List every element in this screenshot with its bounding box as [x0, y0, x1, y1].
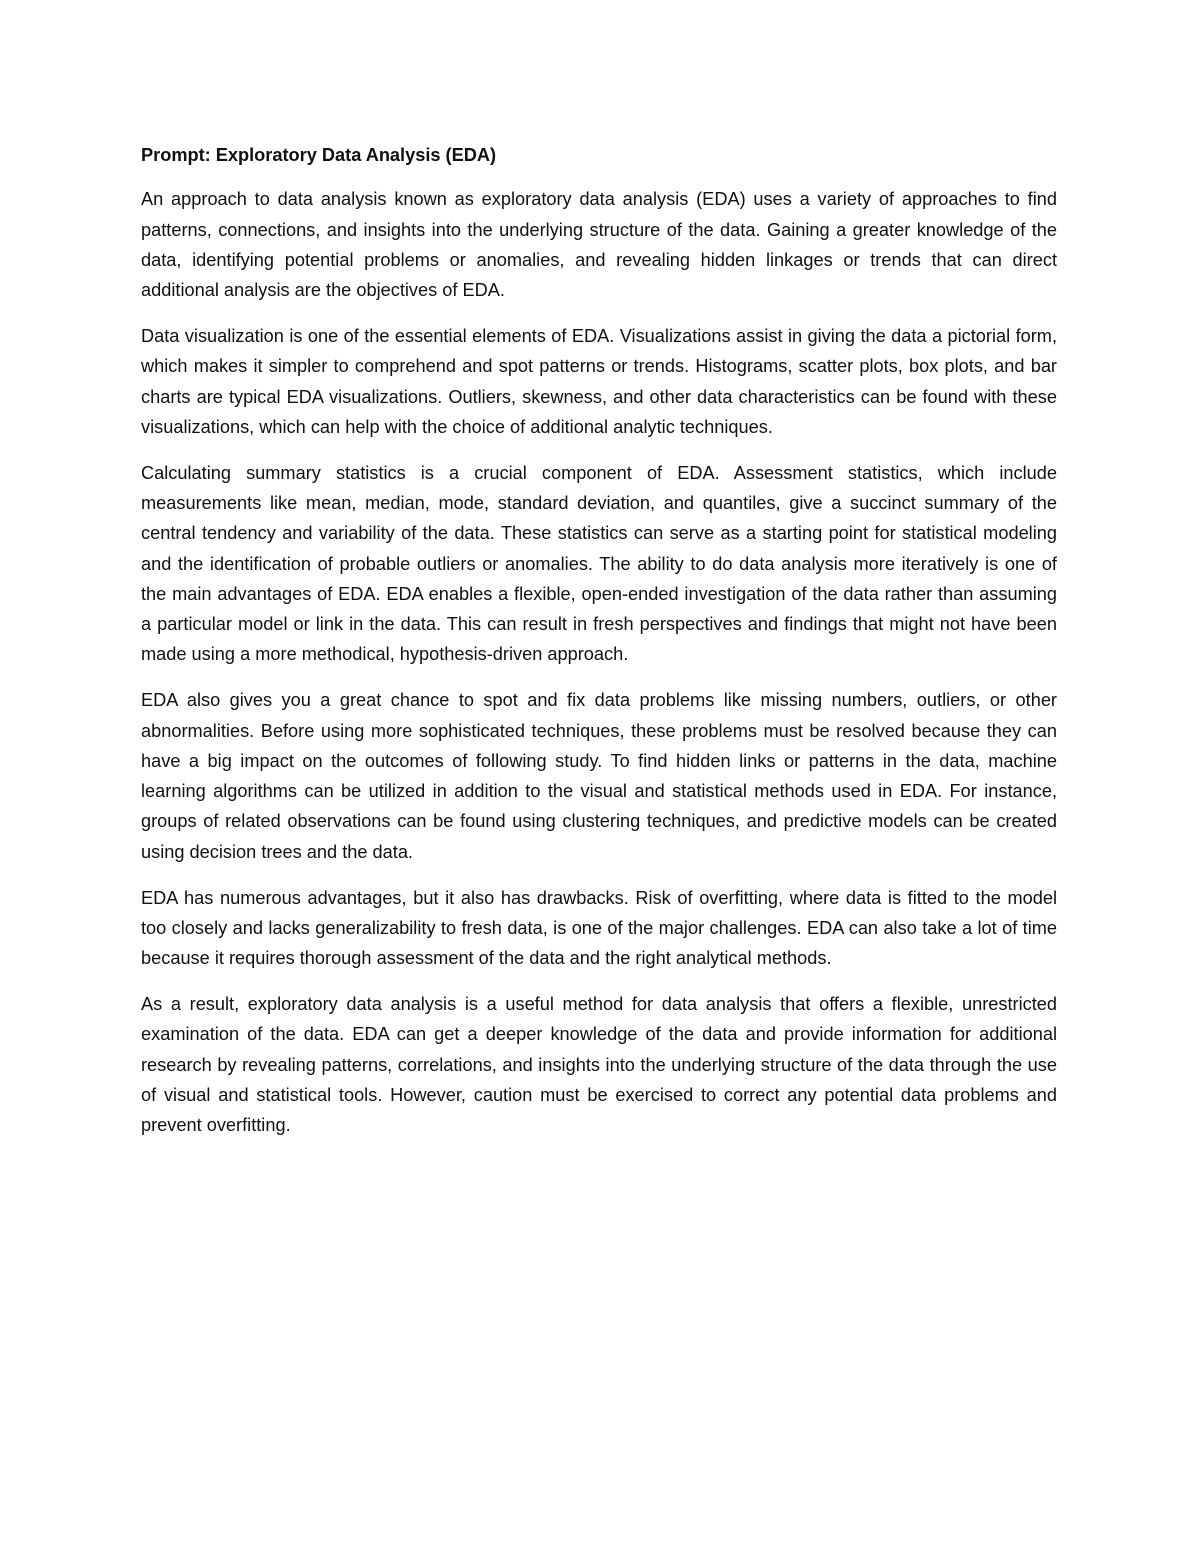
paragraph-conclusion: As a result, exploratory data analysis is a useful method for data analysis that offers a flexible, unrestricted examination of the data. EDA can get a deeper knowledge of the data and provide information for additional research by revealing patterns, correlations, and insights into the underlying structure of the data through the use of visual and statistical tools. However, caution must be exercised to correct any potential data problems and prevent overfitting.	[141, 993, 1057, 1136]
paragraph-visualization: Data visualization is one of the essential elements of EDA. Visualizations assist in giving the data a pictorial form, which makes it simpler to comprehend and spot patterns or trends. Histograms, scatter plots, box plots, and bar charts are typical EDA visualizations. Outliers, skewness, and other data characteristics can be found with these visualizations, which can help with the choice of additional analytic techniques.	[141, 325, 1057, 437]
document-body	[141, 140, 1057, 1156]
paragraph-data-problems: EDA also gives you a great chance to spot and fix data problems like missing numbers, outliers, or other abnormalities. Before using more sophisticated techniques, these problems must be resolved because they can have a big impact on the outcomes of following study. To find hidden links or patterns in the data, machine learning algorithms can be utilized in addition to the visual and statistical methods used in EDA. For instance, groups of related observations can be found using clustering techniques, and predictive models can be created using decision trees and the data.	[141, 690, 1057, 862]
paragraph-drawbacks: EDA has numerous advantages, but it also has drawbacks. Risk of overfitting, where data is fitted to the model too closely and lacks generalizability to fresh data, is one of the major challenges. EDA can also take a lot of time because it requires thorough assessment of the data and the right analytical methods.	[141, 887, 1057, 969]
paragraph-intro: An approach to data analysis known as exploratory data analysis (EDA) uses a variety of approaches to find patterns, connections, and insights into the underlying structure of the data. Gaining a greater knowledge of the data, identifying potential problems or anomalies, and revealing hidden linkages or trends that can direct additional analysis are the objectives of EDA.	[141, 189, 1057, 301]
document-title: Prompt: Exploratory Data Analysis (EDA)	[141, 145, 497, 165]
paragraph-summary-statistics: Calculating summary statistics is a crucial component of EDA. Assessment statistics, which include measurements like mean, median, mode, standard deviation, and quantiles, give a succinct summary of the central tendency and variability of the data. These statistics can serve as a starting point for statistical modeling and the identification of probable outliers or anomalies. The ability to do data analysis more iteratively is one of the main advantages of EDA. EDA enables a flexible, open-ended investigation of the data rather than assuming a particular model or link in the data. This can result in fresh perspectives and findings that might not have been made using a more methodical, hypothesis-driven approach.	[141, 462, 1057, 665]
